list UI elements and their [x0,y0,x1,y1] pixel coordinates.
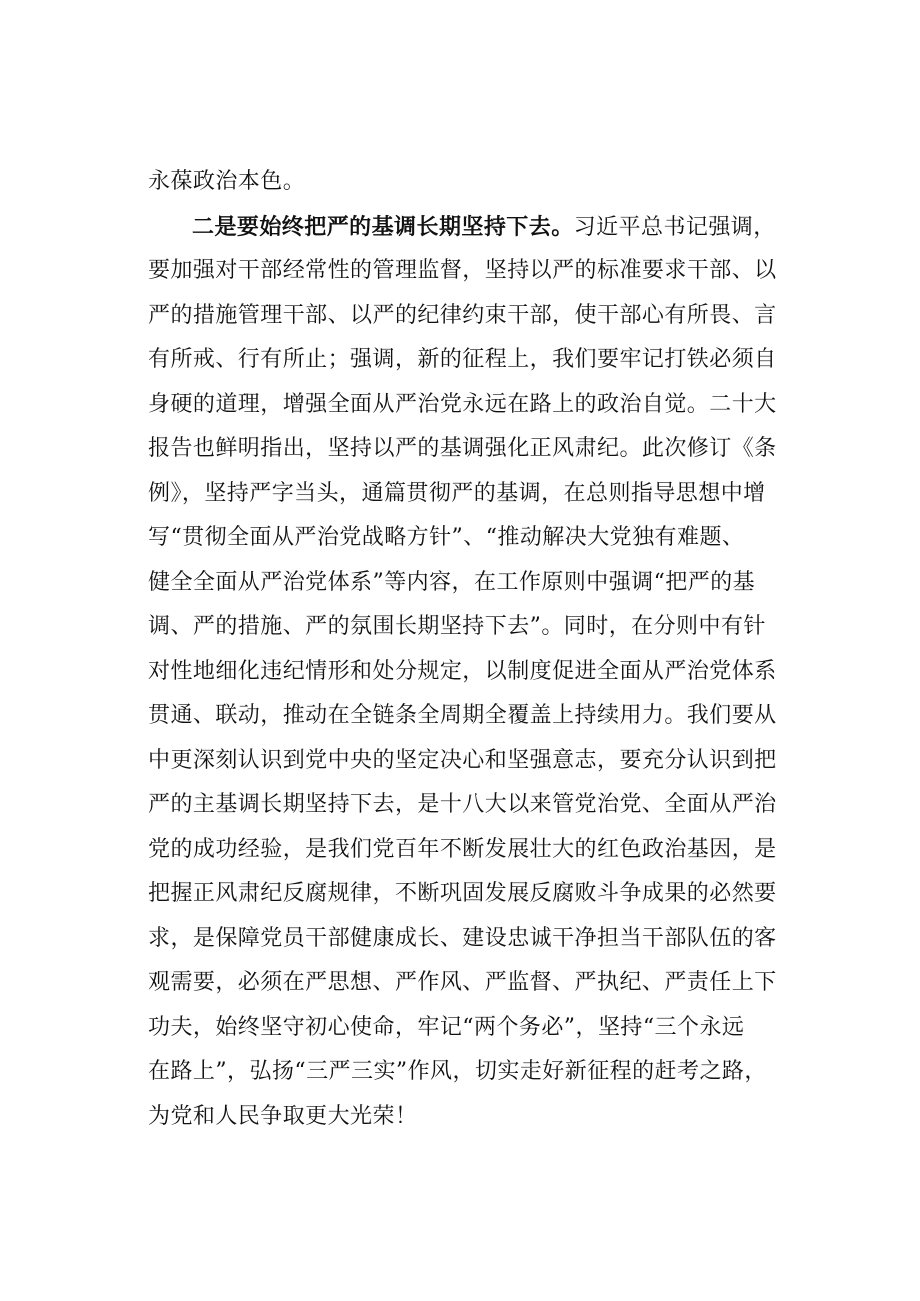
line-text: 党的成功经验，是我们党百年不断发展壮大的红色政治基因，是 [148,836,777,862]
line-text: 在路上”，弘扬“三严三实”作风，切实走好新征程的赶考之路， [148,1059,767,1084]
text-line [148,1095,808,1140]
text-line [148,472,808,517]
text-line [148,694,808,739]
line-text: 严的措施管理干部、以严的纪律约束干部，使干部心有所畏、言 [148,302,777,328]
paragraph-heading: 二是要始终把严的基调长期坚持下去。 [192,213,574,240]
text-line [148,739,808,784]
text-line [148,1006,808,1051]
text-line [148,561,808,606]
line-text: 求，是保障党员干部健康成长、建设忠诚干净担当干部队伍的客 [148,925,777,951]
line-text: 有所戒、行有所止；强调，新的征程上，我们要牢记打铁必须自 [148,347,777,372]
line-text: 贯通、联动，推动在全链条全周期全覆盖上持续用力。我们要从 [148,703,777,728]
line-text: 报告也鲜明指出，坚持以严的基调强化正风肃纪。此次修订《条 [148,436,777,461]
text-line [148,961,808,1006]
line-text: 功夫，始终坚守初心使命，牢记“两个务必”，坚持“三个永远 [148,1014,745,1040]
line-text: 把握正风肃纪反腐规律，不断巩固发展反腐败斗争成果的必然要 [148,881,777,906]
line-text: 要加强对干部经常性的管理监督，坚持以严的标准要求干部、以 [148,258,777,283]
body-text [148,160,808,1139]
line-text: 习近平总书记强调， [573,214,776,240]
line-text: 健全全面从严治党体系”等内容，在工作原则中强调“把严的基 [148,569,756,595]
text-line [148,605,808,650]
paragraph-heading-line [148,205,808,250]
line-text: 例》，坚持严字当头，通篇贯彻严的基调，在总则指导思想中增 [148,480,766,506]
text-line [148,383,808,428]
text-line [148,872,808,917]
text-line [148,516,808,561]
text-line [148,783,808,828]
line-text: 对性地细化违纪情形和处分规定，以制度促进全面从严治党体系 [148,658,777,684]
text-line [148,294,808,339]
text-line [148,338,808,383]
line-text: 中更深刻认识到党中央的坚定决心和坚强意志，要充分认识到把 [148,747,777,773]
line-text: 写“贯彻全面从严治党战略方针”、“推动解决大党独有难题、 [148,525,745,550]
text-line [148,650,808,695]
text-line [148,828,808,873]
text-line [148,249,808,294]
text-line [148,160,808,205]
text-line [148,917,808,962]
line-text: 调、严的措施、严的氛围长期坚持下去”。同时，在分则中有针 [148,614,766,639]
text-line [148,1050,808,1095]
line-text: 永葆政治本色。 [148,169,306,194]
line-text: 身硬的道理，增强全面从严治党永远在路上的政治自觉。二十大 [148,391,777,417]
text-line [148,427,808,472]
line-text: 严的主基调长期坚持下去，是十八大以来管党治党、全面从严治 [148,792,777,817]
line-text: 观需要，必须在严思想、严作风、严监督、严执纪、严责任上下 [148,970,777,995]
line-text: 为党和人民争取更大光荣！ [148,1103,418,1129]
